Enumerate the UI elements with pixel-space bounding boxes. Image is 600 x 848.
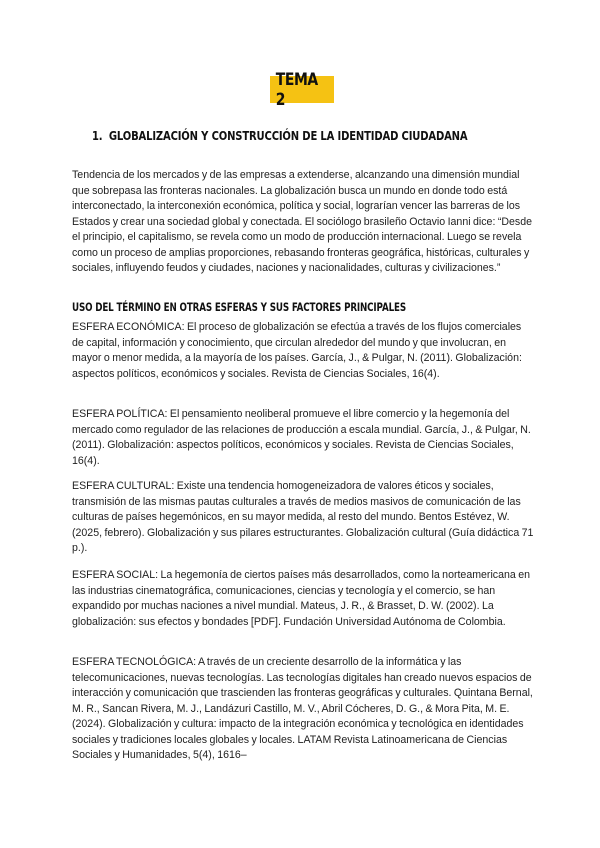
paragraph-esfera-cultural: ESFERA CULTURAL: Existe una tendencia homogeneizadora de valores éticos y sociales, transmisión de las mismas pautas culturales a través de medios masivos de comunicación de las culturas de países hegemónicos, en su mayor medida, al resto del mundo. Bentos Estévez, W. (2025, febrero). Globalización y sus pilares estructurantes. Globalización cultural (Guía didáctica 71 p.). (72, 480, 534, 554)
section-title: GLOBALIZACIÓN Y CONSTRUCCIÓN DE LA IDENTIDAD CIUDADANA (108, 128, 468, 143)
subheading: USO DEL TÉRMINO EN OTRAS ESFERAS Y SUS FACTORES PRINCIPALES (72, 300, 406, 314)
tema-badge (270, 69, 334, 110)
paragraph-esfera-social: ESFERA SOCIAL: La hegemonía de ciertos países más desarrollados, como la norteamericana en las industrias cinematográfica, comunicaciones, ciencias y tecnología y el comercio, se han expandido por muchas naciones a nivel mundial. Mateus, J. R., & Brasset, D. W. (2002). La globalización: sus efectos y bondades [PDF]. Fundación Universidad Autónoma de Colombia. (72, 569, 531, 628)
paragraph-esfera-tecnologica: ESFERA TECNOLÓGICA: A través de un creciente desarrollo de la informática y las telecomunicaciones, nuevas tecnologías. Las tecnologías digitales han creado nuevos espacios de interacción y comunicación que trascienden las fronteras geográficas y culturales. Quintana Bernal, M. R., Sancan Rivera, M. J., Landázuri Castillo, M. V., Abril Cócheres, D. G., & Mora Pita, M. E. (2024). Globalización y cultura: impacto de la integración económica y tecnológica en identidades sociales y tradiciones locales globales y locales. LATAM Revista Latinoamericana de Ciencias Sociales y Humanidades, 5(4), 1616– (72, 656, 533, 761)
tema-label: TEMA 2 (275, 69, 318, 110)
paragraph-esfera-politica: ESFERA POLÍTICA: El pensamiento neoliberal promueve el libre comercio y la hegemonía del mercado como regulador de las relaciones de producción a escala mundial. García, J., & Pulgar, N. (2011). Globalización: aspectos políticos, económicos y sociales. Revista de Ciencias Sociales, 16(4). (72, 408, 531, 467)
section-heading (92, 128, 467, 143)
paragraph-esfera-economica: ESFERA ECONÓMICA: El proceso de globalización se efectúa a través de los flujos comerciales de capital, información y conocimiento, que circulan alrededor del mundo y que involucran, en mayor o menor medida, a la mayoría de los países. García, J., & Pulgar, N. (2011). Globalización: aspectos políticos, económicos y sociales. Revista de Ciencias Sociales, 16(4). (72, 321, 522, 380)
section-number: 1. (92, 128, 103, 143)
intro-paragraph: Tendencia de los mercados y de las empresas a extenderse, alcanzando una dimensión mundial que sobrepasa las fronteras nacionales. La globalización busca un mundo en donde todo está interconectado, la interconexión económica, política y social, lograrían vencer las barreras de los Estados y crear una sociedad global y conectada. El sociólogo brasileño Octavio Ianni dice: “Desde el principio, el capitalismo, se revela como un modo de producción internacional. Luego se revela como un proceso de amplias proporciones, rebasando fronteras geográfica, históricas, culturales y sociales, influyendo feudos y ciudades, naciones y nacionalidades, culturas y civilizaciones.” (72, 169, 532, 274)
